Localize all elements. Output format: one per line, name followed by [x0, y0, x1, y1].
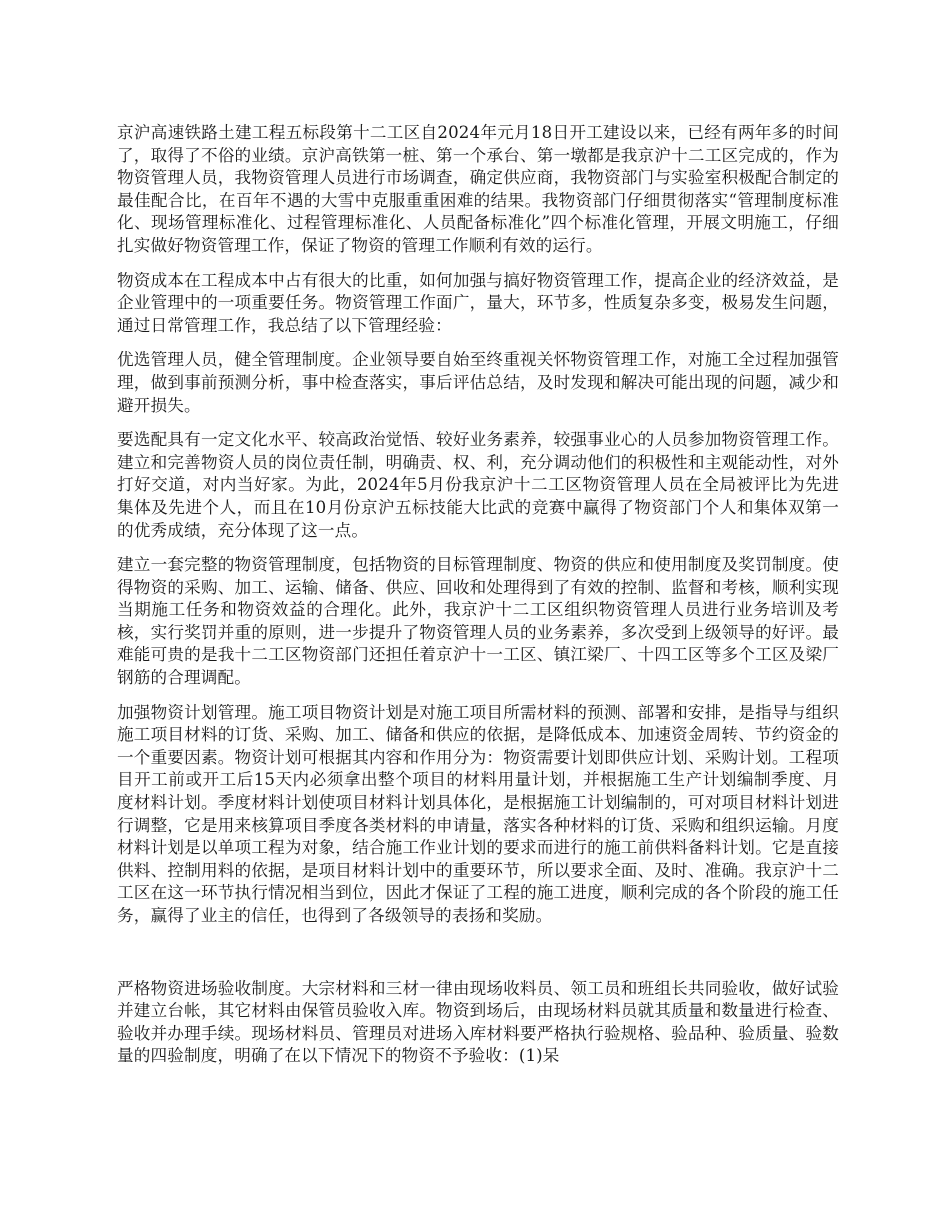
document-body — [117, 122, 839, 1080]
paragraph-staffing: 要选配具有一定文化水平、较高政治觉悟、较好业务素养，较强事业心的人员参加物资管理工作。建立和完善物资人员的岗位责任制，明确责、权、利，充分调动他们的积极性和主观能动性，对外打好交道，对内当好家。为此，2024年5月份我京沪十二工区物资管理人员在全局被评比为先进集体及先进个人，而且在10月份京沪五标技能大比武的竞赛中赢得了物资部门个人和集体双第一的优秀成绩，充分体现了这一点。 — [117, 430, 839, 540]
paragraph-project-overview: 京沪高速铁路土建工程五标段第十二工区自2024年元月18日开工建设以来，已经有两年多的时间了，取得了不俗的业绩。京沪高铁第一桩、第一个承台、第一墩都是我京沪十二工区完成的，作为物资管理人员，我物资管理人员进行市场调查，确定供应商，我物资部门与实验室积极配合制定的最佳配合比，在百年不遇的大雪中克服重重困难的结果。我物资部门仔细贯彻落实“管理制度标准化、现场管理标准化、过程管理标准化、人员配备标准化”四个标准化管理，开展文明施工，仔细扎实做好物资管理工作，保证了物资的管理工作顺利有效的运行。 — [117, 123, 839, 255]
paragraph-material-planning: 加强物资计划管理。施工项目物资计划是对施工项目所需材料的预测、部署和安排，是指导与组织施工项目材料的订货、采购、加工、储备和供应的依据，是降低成本、加速资金周转、节约资金的一个重要因素。物资计划可根据其内容和作用分为：物资需要计划即供应计划、采购计划。工程项目开工前或开工后15天内必须拿出整个项目的材料用量计划，并根据施工生产计划编制季度、月度材料计划。季度材料计划使项目材料计划具体化，是根据施工计划编制的，可对项目材料计划进行调整，它是用来核算项目季度各类材料的申请量，落实各种材料的订货、采购和组织运输。月度材料计划是以单项工程为对象，结合施工作业计划的要求而进行的施工前供料备料计划。它是直接供料、控制用料的依据，是项目材料计划中的重要环节，所以要求全面、及时、准确。我京沪十二工区在这一环节执行情况相当到位，因此才保证了工程的施工进度，顺利完成的各个阶段的施工任务，赢得了业主的信任，也得到了各级领导的表扬和奖励。 — [117, 702, 839, 925]
paragraph-select-personnel: 优选管理人员，健全管理制度。企业领导要自始至终重视关怀物资管理工作，对施工全过程加强管理，做到事前预测分析，事中检查落实，事后评估总结，及时发现和解决可能出现的问题，减少和避开损失。 — [117, 350, 839, 415]
paragraph-material-cost: 物资成本在工程成本中占有很大的比重，如何加强与搞好物资管理工作，提高企业的经济效益，是企业管理中的一项重要任务。物资管理工作面广，量大，环节多，性质复杂多变，极易发生问题，通过日常管理工作，我总结了以下管理经验： — [117, 270, 839, 335]
paragraph-acceptance: 严格物资进场验收制度。大宗材料和三材一律由现场收料员、领工员和班组长共同验收，做好试验并建立台帐，其它材料由保管员验收入库。物资到场后，由现场材料员就其质量和数量进行检查、验收并办理手续。现场材料员、管理员对进场入库材料要严格执行验规格、验品种、验质量、验数量的四验制度，明确了在以下情况下的物资不予验收：(1)呆 — [117, 978, 839, 1066]
paragraph-management-system: 建立一套完整的物资管理制度，包括物资的目标管理制度、物资的供应和使用制度及奖罚制度。使得物资的采购、加工、运输、储备、供应、回收和处理得到了有效的控制、监督和考核，顺利实现当期施工任务和物资效益的合理化。此外，我京沪十二工区组织物资管理人员进行业务培训及考核，实行奖罚并重的原则，进一步提升了物资管理人员的业务素养，多次受到上级领导的好评。最难能可贵的是我十二工区物资部门还担任着京沪十一工区、镇江梁厂、十四工区等多个工区及梁厂钢筋的合理调配。 — [117, 555, 839, 688]
